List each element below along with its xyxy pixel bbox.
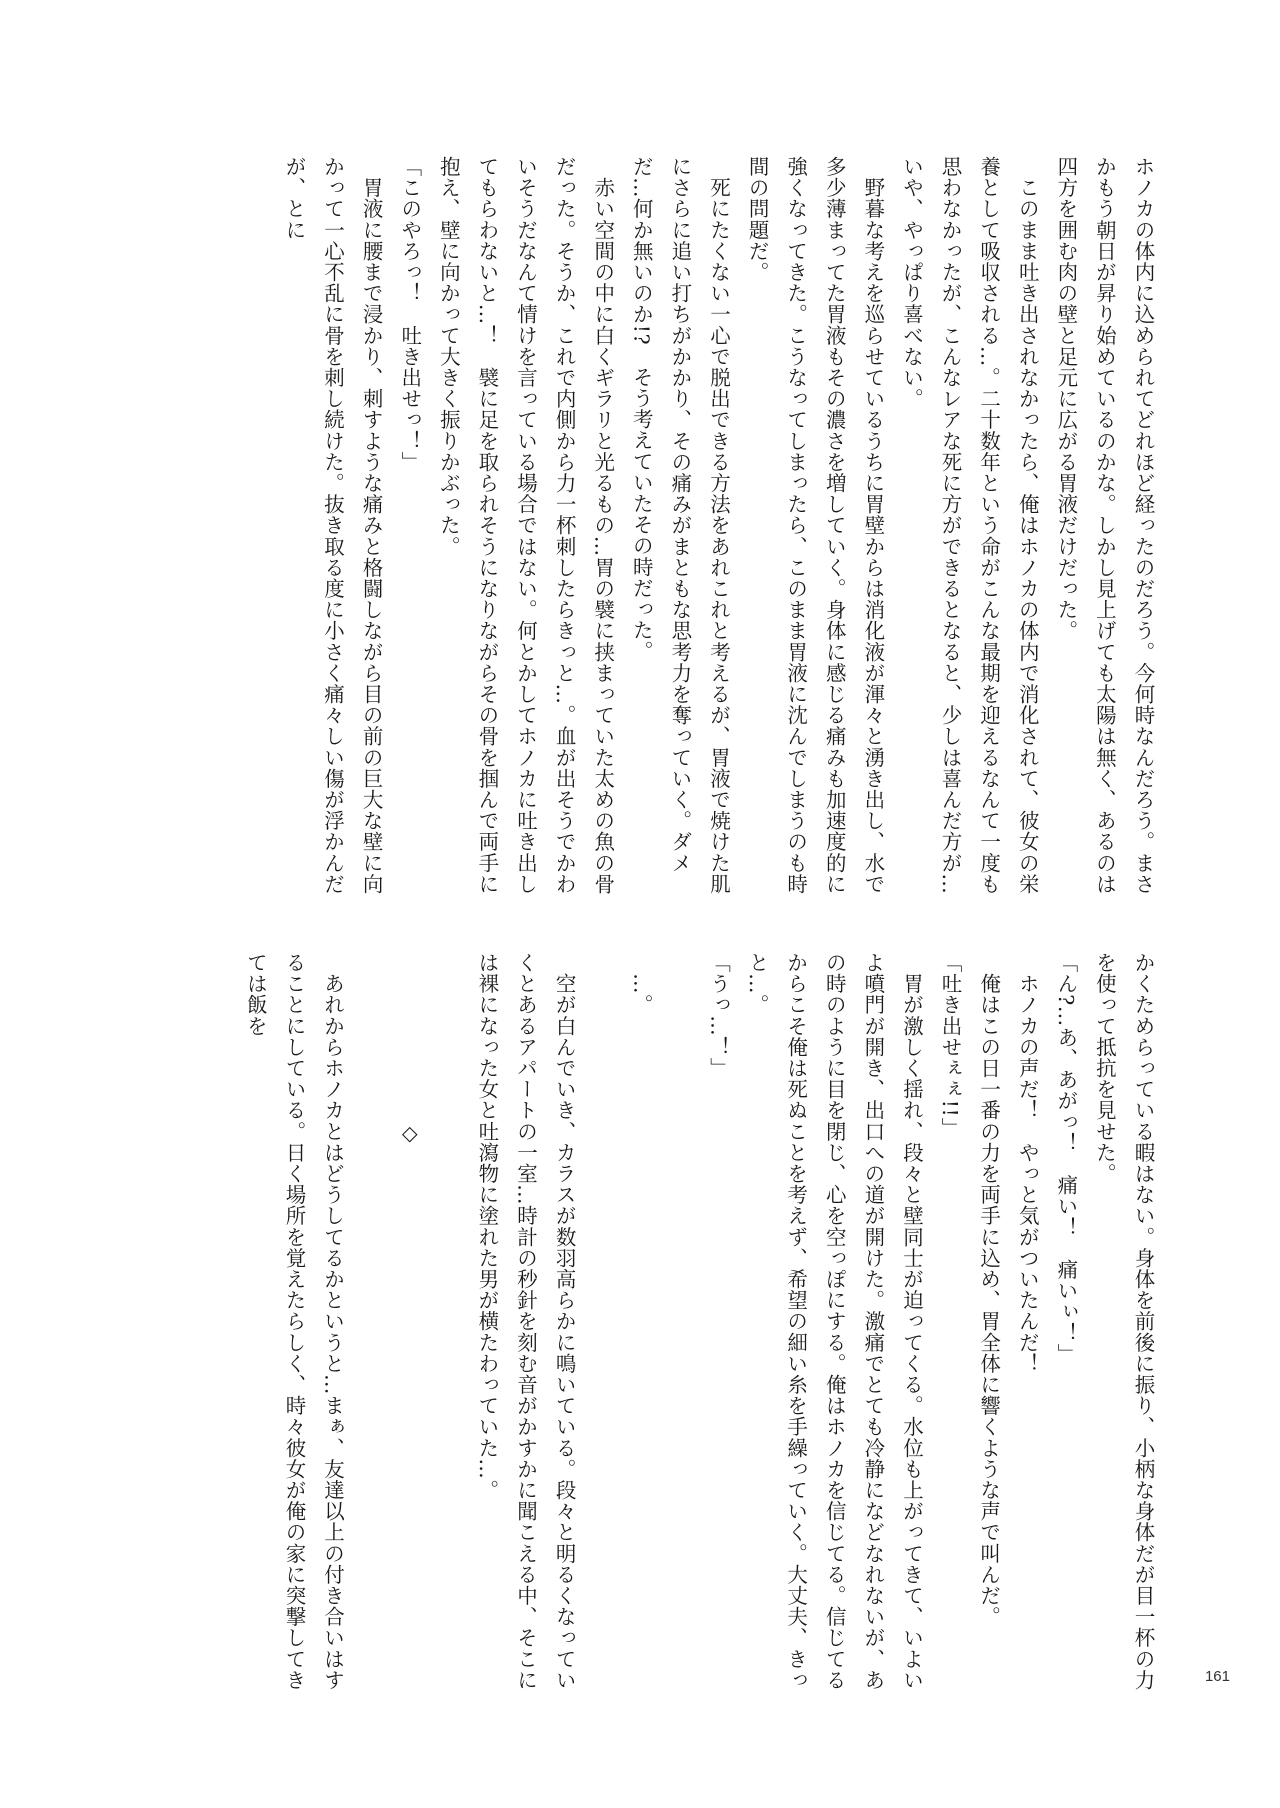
blank-line bbox=[583, 952, 622, 1696]
blank-line bbox=[352, 952, 391, 1696]
paragraph: 野暮な考えを巡らせているうちに胃壁からは消化液が渾々と湧き出し、水で多少薄まってた胃液もその濃さを増していく。身体に感じる痛みも加速度的に強くなってきた。こうなってしまったら、このまま胃液に沈んでしまうのも時間の問題だ。 bbox=[745, 156, 885, 895]
ellipsis-line: …。 bbox=[629, 952, 654, 1016]
dialogue-line: 「このやろっ！ 吐き出せっ！」 bbox=[397, 156, 422, 473]
dialogue-line: 「吐き出せぇぇ!!」 bbox=[938, 952, 963, 1139]
upper-text-block bbox=[122, 156, 1162, 900]
paragraph: 胃が激しく揺れ、段々と壁同士が迫ってくる。水位も上がってきて、いよいよ噴門が開き、出口への道が開けた。激痛でとても冷静になどなれないが、あの時のように目を閉じ、心を空っぽにする。俺はホノカを信じてる。信じてるからこそ俺は死ぬことを考えず、希望の細い糸を手繰っていく。大丈夫、きっと…。 bbox=[745, 952, 924, 1691]
paragraph: 空が白んでいき、カラスが数羽高らかに鳴いている。段々と明るくなっていくとあるアパートの一室…時計の秒針を刻む音がかすかに聞こえる中、そこには裸になった女と吐瀉物に塗れた男が横たわっていた…。 bbox=[474, 952, 577, 1691]
page-number: 161 bbox=[1204, 1668, 1230, 1685]
paragraph: このまま吐き出されなかったら、俺はホノカの体内で消化されて、彼女の栄養として吸収される…。二十数年という命がこんな最期を迎えるなんて一度も思わなかったが、こんなレアな死に方ができるとなると、少しは喜んだ方が…いや、やっぱり喜べない。 bbox=[899, 156, 1040, 895]
paragraph: あれからホノカとはどうしてるかというと…まぁ、友達以上の付き合いはすることにしている。日く場所を覚えたらしく、時々彼女が俺の家に突撃してきては飯を bbox=[243, 952, 345, 1691]
dialogue-line: 「うっ…！」 bbox=[706, 952, 731, 1079]
lower-text-block bbox=[122, 952, 1162, 1696]
dialogue-line: 「ん?…あ、あがっ！ 痛い！ 痛いぃ！」 bbox=[1053, 952, 1078, 1365]
paragraph: 死にたくない一心で脱出できる方法をあれこれと考えるが、胃液で焼けた肌にさらに追い打ちがかかり、その痛みがまともな思考力を奪っていく。ダメだ…何か無いのか!? そう考えていたその時だった。 bbox=[629, 156, 731, 895]
paragraph: 俺はこの日一番の力を両手に込め、胃全体に響くような声で叫んだ。 bbox=[976, 952, 1001, 1628]
paragraph: ホノカの体内に込められてどれほど経ったのだろう。今何時なんだろう。まさかもう朝日が昇り始めているのかな。しかし見上げても太陽は無く、あるのは四方を囲む肉の壁と足元に広がる胃液だけだった。 bbox=[1053, 156, 1155, 895]
paragraph: ホノカの声だ！ やっと気がついたんだ！ bbox=[1015, 952, 1040, 1374]
blank-line bbox=[429, 952, 468, 1696]
paragraph: かくためらっている暇はない。身体を前後に振り、小柄な身体だが目一杯の力を使って抵抗を見せた。 bbox=[1092, 952, 1155, 1691]
paragraph: 胃液に腰まで浸かり、刺すような痛みと格闘しながら目の前の巨大な壁に向かって一心不乱に骨を刺し続けた。抜き取る度に小さく痛々しい傷が浮かんだが、とに bbox=[281, 156, 384, 895]
paragraph: 赤い空間の中に白くギラリと光るもの…胃の襞に挟まっていた太めの魚の骨だった。そうか、これで内側から力一杯刺したらきっと…。血が出そうでかわいそうだなんて情けを言っている場合ではない。何とかしてホノカに吐き出してもらわないと…！ 襞に足を取られそうになりながらその骨を掴んで両手に抱え、壁に向かって大きく振りかぶった。 bbox=[436, 156, 615, 895]
blank-line bbox=[660, 952, 699, 1696]
scene-break-diamond: ◇ bbox=[397, 952, 422, 1146]
